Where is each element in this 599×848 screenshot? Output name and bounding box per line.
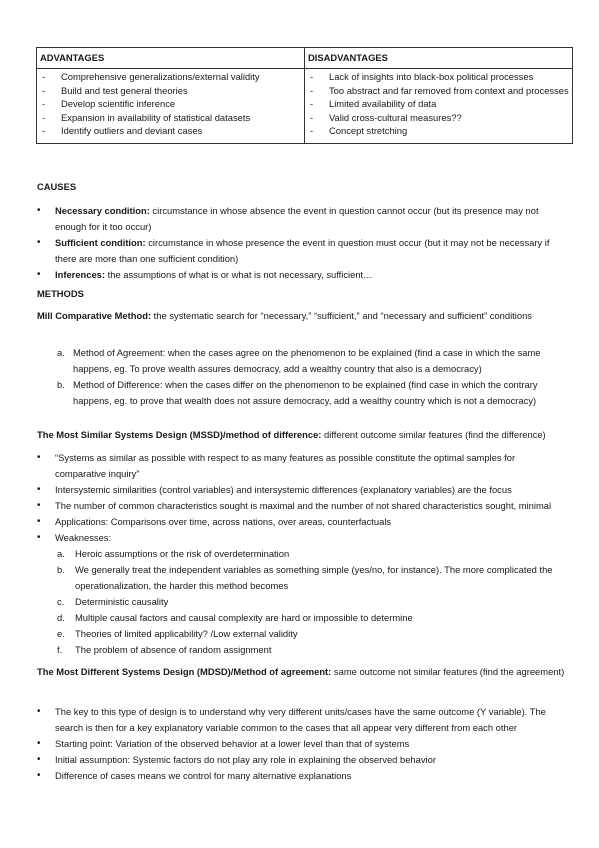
mill-paragraph — [37, 308, 567, 324]
mdsd-paragraph — [37, 664, 567, 680]
definition: circumstance in whose presence the event in question must occur (but it may not be necessary if there are more than one sufficient condition) — [55, 237, 550, 264]
definition: same outcome not similar features (find the agreement) — [331, 666, 565, 677]
advantages-list — [37, 69, 304, 143]
weaknesses-list — [55, 546, 567, 658]
list-item: - Identify outliers and deviant cases — [37, 124, 304, 138]
list-item: • “Systems as similar as possible with respect to as many features as possible constitute the optimal samples for comparative inquiry” — [37, 450, 567, 482]
list-item: a. Heroic assumptions or the risk of overdetermination — [57, 548, 290, 559]
list-item: - Expansion in availability of statistical datasets — [37, 111, 304, 125]
term: Necessary condition: — [55, 205, 150, 216]
list-item: - Limited availability of data — [305, 97, 572, 111]
list-item: - Too abstract and far removed from context and processes — [305, 84, 572, 98]
advantages-cell — [37, 69, 305, 144]
list-item: - Valid cross-cultural measures?? — [305, 111, 572, 125]
list-item: e. Theories of limited applicability? /Low external validity — [57, 628, 298, 639]
list-item: - Develop scientific inference — [37, 97, 304, 111]
list-item — [37, 203, 567, 235]
mdsd-list — [37, 704, 567, 784]
definition: the assumptions of what is or what is not necessary, sufficient… — [105, 269, 373, 280]
list-item: - Concept stretching — [305, 124, 572, 138]
list-item: • The number of common characteristics sought is maximal and the number of not shared characteristics sought, minimal — [37, 498, 567, 514]
disadvantages-header: DISADVANTAGES — [305, 48, 573, 69]
advantages-header: ADVANTAGES — [37, 48, 305, 69]
causes-list — [37, 203, 567, 283]
table-row — [37, 69, 573, 144]
list-item: f. The problem of absence of random assignment — [57, 644, 272, 655]
list-item: c. Deterministic causality — [57, 596, 169, 607]
mssd-paragraph — [37, 427, 567, 443]
advantages-disadvantages-table — [36, 47, 573, 144]
list-item: b. Method of Difference: when the cases differ on the phenomenon to be explained (find case in which the contrary happens, eg. to prove that wealth does not assure democracy, add a wealthy country which is not a democracy) — [57, 379, 538, 406]
definition: different outcome similar features (find the difference) — [321, 429, 546, 440]
disadvantages-cell — [305, 69, 573, 144]
list-item: • The key to this type of design is to understand why very different units/cases have the same outcome (Y variable). The search is then for a key explanatory variable common to the cases that all appear very different from each other — [37, 704, 567, 736]
list-item: • Initial assumption: Systemic factors do not play any role in explaining the observed behavior — [37, 752, 567, 768]
list-item: • Applications: Comparisons over time, across nations, over areas, counterfactuals — [37, 514, 567, 530]
list-item: b. We generally treat the independent variables as something simple (yes/no, for instance). The more complicated the operationalization, the harder this method becomes — [57, 564, 553, 591]
definition: circumstance in whose absence the event in question cannot occur (but its presence may not enough for it too occur) — [55, 205, 539, 232]
list-item: • Weaknesses: a. Heroic assumptions or the risk of overdetermination b. We generally treat the independent variables as something simple (yes/no, for instance). The more complicated the operationalization, the harder this method becomes c. Deterministic causality d. Multiple causal factors and causal complexity are hard or impossible to determine e. Theories of limited applicability? /Low external validity f. The problem of absence of random assignment — [37, 530, 567, 658]
list-item: • Starting point: Variation of the observed behavior at a lower level than that of systems — [37, 736, 567, 752]
methods-heading: METHODS — [37, 288, 84, 299]
term: Mill Comparative Method: — [37, 310, 152, 321]
list-item: - Comprehensive generalizations/external validity — [37, 70, 304, 84]
term: Sufficient condition: — [55, 237, 146, 248]
term: Inferences: — [55, 269, 106, 280]
list-item: - Lack of insights into black-box political processes — [305, 70, 572, 84]
list-item — [37, 235, 567, 267]
table-header-row — [37, 48, 573, 69]
disadvantages-list — [305, 69, 572, 143]
causes-heading: CAUSES — [37, 181, 77, 192]
list-item: d. Multiple causal factors and causal complexity are hard or impossible to determine — [57, 612, 413, 623]
mill-methods-list — [37, 345, 567, 409]
definition: the systematic search for “necessary,” “sufficient,” and “necessary and sufficient” conditions — [151, 310, 532, 321]
term: The Most Different Systems Design (MDSD)/Method of agreement: — [37, 666, 332, 677]
list-item: - Build and test general theories — [37, 84, 304, 98]
list-item: • Difference of cases means we control for many alternative explanations — [37, 768, 567, 784]
term: The Most Similar Systems Design (MSSD)/method of difference: — [37, 429, 322, 440]
mssd-list — [37, 450, 567, 658]
list-item — [37, 267, 567, 283]
list-item: a. Method of Agreement: when the cases agree on the phenomenon to be explained (find a case in which the same happens, eg. To prove wealth assures democracy, add a wealthy country that also is a democracy) — [57, 347, 541, 374]
list-item: • Intersystemic similarities (control variables) and intersystemic differences (explanatory variables) are the focus — [37, 482, 567, 498]
